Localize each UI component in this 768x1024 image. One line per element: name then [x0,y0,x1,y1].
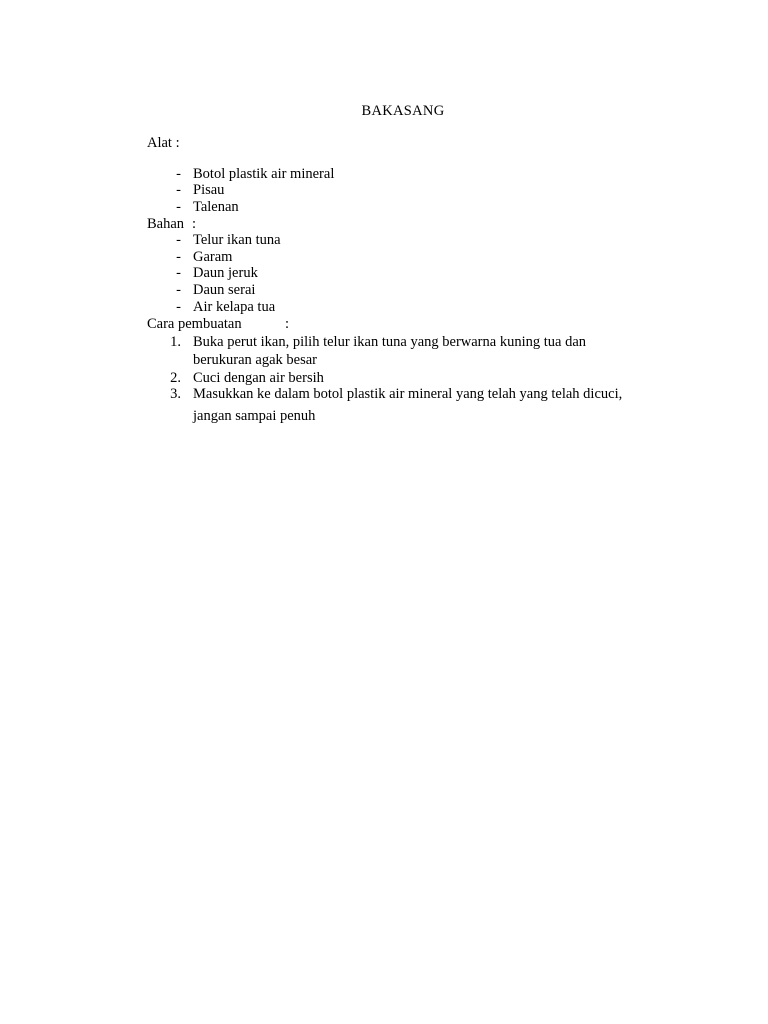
list-item [0,199,768,217]
cara-colon: : [285,316,290,332]
cara-label: Cara pembuatan [147,316,242,332]
list-item [0,232,768,250]
bahan-item: Daun jeruk [193,265,258,281]
list-item [0,386,768,404]
alat-item: Talenan [193,199,239,215]
bahan-item: Air kelapa tua [193,299,276,315]
bahan-label: Bahan [147,216,185,232]
bullet-dash: - [176,265,181,281]
alat-item: Botol plastik air mineral [193,166,335,182]
step-line: Cuci dengan air bersih [193,370,324,386]
alat-label: Alat : [147,135,180,151]
list-item [0,408,768,426]
bullet-dash: - [176,232,181,248]
document-title: BAKASANG [361,103,445,119]
bullet-dash: - [176,166,181,182]
step-line: Buka perut ikan, pilih telur ikan tuna yang berwarna kuning tua dan [193,334,587,350]
bahan-colon: : [192,216,197,232]
bullet-dash: - [176,249,181,265]
list-item [0,352,768,370]
step-number: 2. [170,370,181,386]
list-item [0,299,768,317]
bahan-item: Telur ikan tuna [193,232,281,248]
step-number: 1. [170,334,181,350]
list-item [0,182,768,200]
step-number: 3. [170,386,181,402]
bullet-dash: - [176,299,181,315]
alat-item: Pisau [193,182,225,198]
bahan-item: Daun serai [193,282,256,298]
list-item [0,282,768,300]
step-line: jangan sampai penuh [193,408,316,424]
bullet-dash: - [176,199,181,215]
step-line: Masukkan ke dalam botol plastik air mineral yang telah yang telah dicuci, [193,386,623,402]
bahan-item: Garam [193,249,233,265]
list-item [0,265,768,283]
bullet-dash: - [176,182,181,198]
list-item [0,334,768,352]
step-line: berukuran agak besar [193,352,317,368]
bullet-dash: - [176,282,181,298]
